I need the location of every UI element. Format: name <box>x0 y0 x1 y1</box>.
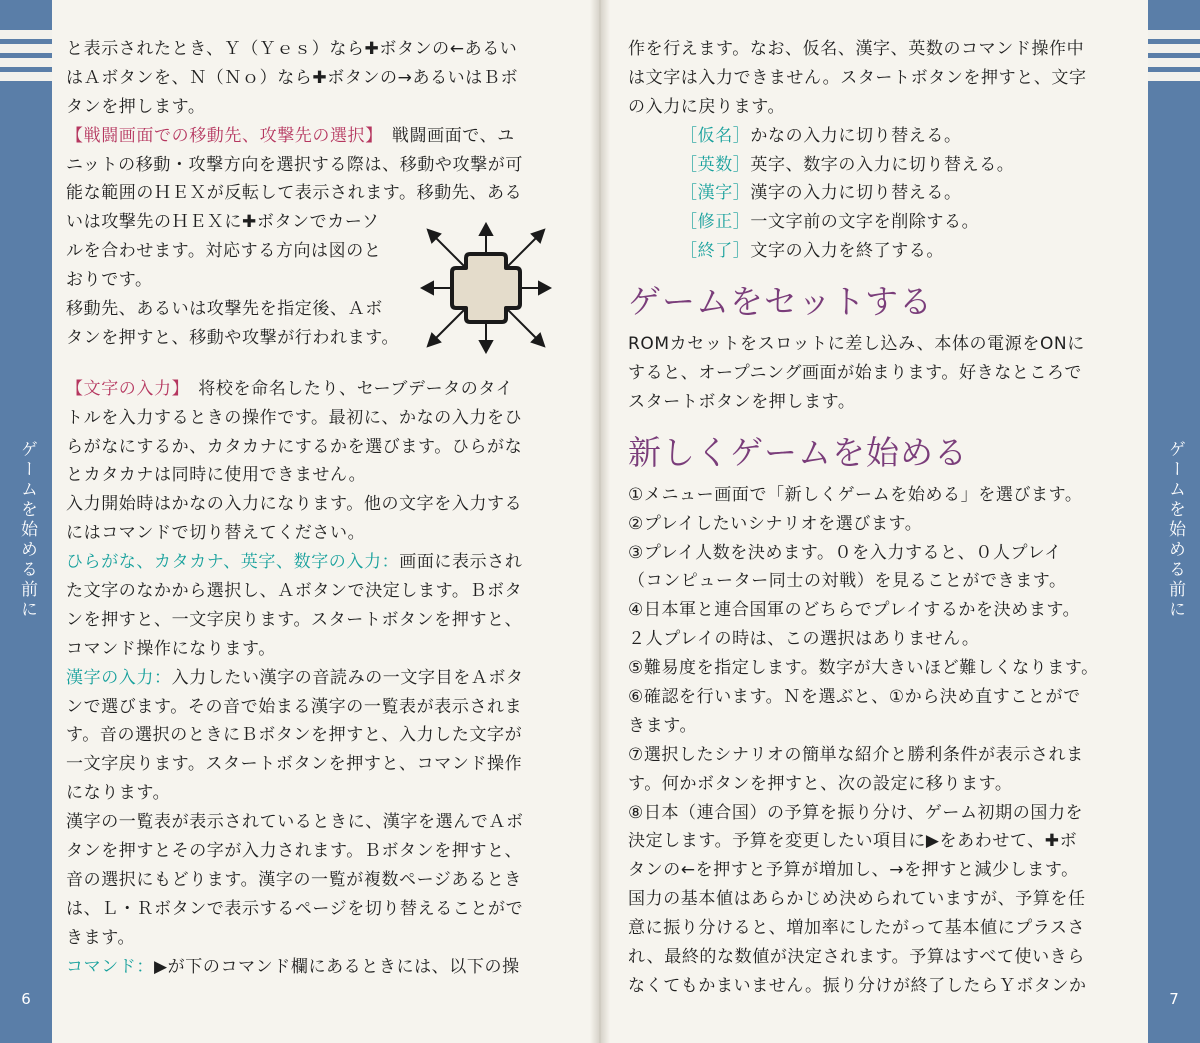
step-line: （コンピューター同士の対戦）を見ることができます。 <box>628 571 1067 592</box>
command-item <box>628 179 1124 208</box>
side-label: ゲームを始める前に <box>1165 440 1185 620</box>
text-line: と表示されたとき、Ｙ（Ｙｅｓ）なら✚ボタンの←あるい <box>66 39 518 59</box>
left-page-text <box>66 35 566 982</box>
step-line: なくてもかまいません。振り分けが終了したらＹボタンか <box>628 975 1087 996</box>
command-term: ［英数］ <box>680 154 751 175</box>
text-line: タンを押します。 <box>66 96 206 117</box>
kana-input-label: ひらがな、カタカナ、英字、数字の入力： <box>66 552 400 573</box>
right-side-bar <box>1148 0 1200 1043</box>
text-span: 戦闘画面で、ユ <box>374 125 515 146</box>
step-line: ③プレイ人数を決めます。０を入力すると、０人プレイ <box>628 542 1062 563</box>
command-line <box>66 953 566 982</box>
stripes-decoration <box>1148 30 1200 86</box>
command-desc: 英字、数字の入力に切り替える。 <box>750 154 1015 175</box>
command-term: ［仮名］ <box>680 125 751 146</box>
command-item <box>628 208 1124 237</box>
command-item <box>628 122 1124 151</box>
command-term: ［終了］ <box>680 241 751 262</box>
step-line: タンの←を押すと予算が増加し、→を押すと減少します。 <box>628 860 1079 881</box>
page-number: 6 <box>21 990 31 1008</box>
right-page-text <box>628 35 1124 1001</box>
step-line: ⑧日本（連合国）の予算を振り分け、ゲーム初期の国力を <box>628 802 1084 823</box>
text-line: た文字のなかから選択し、Ａボタンで決定します。Ｂボタ <box>66 581 523 602</box>
text-line: コマンド操作になります。 <box>66 638 276 659</box>
text-line: 音の選択にもどります。漢字の一覧が複数ページあるとき <box>66 869 522 890</box>
command-item <box>628 237 1124 266</box>
command-label: コマンド： <box>66 956 154 977</box>
text-line: 作を行えます。なお、仮名、漢字、英数のコマンド操作中 <box>628 39 1085 59</box>
page-number: 7 <box>1169 990 1179 1008</box>
text-line: 能な範囲のＨＥＸが反転して表示されます。移動先、ある <box>66 183 523 204</box>
section-heading-set-game: ゲームをセットする <box>628 282 934 322</box>
char-heading-line <box>66 375 566 404</box>
text-line: はＡボタンを、Ｎ（Ｎｏ）なら✚ボタンの→あるいはＢボ <box>66 67 519 88</box>
step-line: ④日本軍と連合国軍のどちらでプレイするかを決めます。 <box>628 600 1081 621</box>
command-item <box>628 151 1124 180</box>
text-line: の入力に戻ります。 <box>628 96 786 117</box>
step-line: れ、最終的な数値が決定されます。予算はすべて使いきら <box>628 947 1085 968</box>
text-line: きます。 <box>66 927 136 948</box>
text-line: 移動先、あるいは攻撃先を指定後、Ａボ <box>66 299 383 320</box>
step-line: ②プレイしたいシナリオを選びます。 <box>628 513 923 534</box>
kanji-input-label: 漢字の入力： <box>66 667 172 688</box>
text-span: 入力したい漢字の音読みの一文字目をＡボタ <box>171 667 524 688</box>
text-span: ▶が下のコマンド欄にあるときには、以下の操 <box>154 956 520 977</box>
text-line: すると、オープニング画面が始まります。好きなところで <box>628 363 1083 384</box>
command-term: ［修正］ <box>680 212 751 233</box>
command-term: ［漢字］ <box>680 183 751 204</box>
stripes-decoration <box>0 30 52 86</box>
text-line: トルを入力するときの操作です。最初に、かなの入力をひ <box>66 407 523 428</box>
step-line: 意に振り分けると、増加率にしたがって基本値にプラスさ <box>628 918 1086 939</box>
book-gutter <box>590 0 610 1043</box>
text-line: は、Ｌ・Ｒボタンで表示するページを切り替えることがで <box>66 898 524 919</box>
command-desc: 漢字の入力に切り替える。 <box>750 183 962 204</box>
kanji-line <box>66 664 566 693</box>
text-line: になります。 <box>66 783 171 804</box>
left-side-bar <box>0 0 52 1043</box>
command-desc: 一文字前の文字を削除する。 <box>750 212 980 233</box>
step-line: ⑤難易度を指定します。数字が大きいほど難しくなります。 <box>628 658 1099 679</box>
text-line: タンを押すとその字が入力されます。Ｂボタンを押すと、 <box>66 841 523 862</box>
text-line: 漢字の一覧表が表示されているときに、漢字を選んでＡボ <box>66 812 524 833</box>
kana-line <box>66 548 566 577</box>
text-line: ンを押すと、一文字戻ります。スタートボタンを押すと、 <box>66 609 523 630</box>
dpad-direction-diagram <box>420 222 552 354</box>
step-line: ２人プレイの時は、この選択はありません。 <box>628 629 980 650</box>
text-line: す。音の選択のときにＢボタンを押すと、入力した文字が <box>66 725 523 746</box>
text-line: ンで選びます。その音で始まる漢字の一覧表が表示されま <box>66 696 523 717</box>
step-line: ①メニュー画面で「新しくゲームを始める」を選びます。 <box>628 484 1083 505</box>
step-line: ⑥確認を行います。Ｎを選ぶと、①から決め直すことがで <box>628 687 1081 708</box>
battle-heading-line <box>66 122 566 151</box>
step-line: きます。 <box>628 715 698 736</box>
section-heading-new-game: 新しくゲームを始める <box>628 432 968 472</box>
char-input-section-heading: 【文字の入力】 <box>66 378 181 399</box>
command-desc: 文字の入力を終了する。 <box>750 241 945 262</box>
text-line: タンを押すと、移動や攻撃が行われます。 <box>66 327 400 348</box>
text-line: スタートボタンを押します。 <box>628 391 856 412</box>
text-line: おりです。 <box>66 270 153 291</box>
step-line: ⑦選択したシナリオの簡単な紹介と勝利条件が表示されま <box>628 744 1084 765</box>
text-line: 一文字戻ります。スタートボタンを押すと、コマンド操作 <box>66 754 523 775</box>
text-line: ニットの移動・攻撃方向を選択する際は、移動や攻撃が可 <box>66 154 523 175</box>
step-line: 国力の基本値はあらかじめ決められていますが、予算を任 <box>628 889 1086 910</box>
text-span: 将校を命名したり、セーブデータのタイ <box>180 378 514 399</box>
text-line: にはコマンドで切り替えてください。 <box>66 523 366 544</box>
step-line: 決定します。予算を変更したい項目に▶をあわせて、✚ボ <box>628 831 1078 852</box>
command-desc: かなの入力に切り替える。 <box>750 125 962 146</box>
step-line: す。何かボタンを押すと、次の設定に移ります。 <box>628 773 1013 794</box>
text-span: 画面に表示され <box>399 552 523 573</box>
battle-section-heading: 【戦闘画面での移動先、攻撃先の選択】 <box>66 125 375 146</box>
text-line: ROMカセットをスロットに差し込み、本体の電源をONに <box>628 334 1085 355</box>
text-line: とカタカナは同時に使用できません。 <box>66 465 367 486</box>
text-line: は文字は入力できません。スタートボタンを押すと、文字 <box>628 67 1087 88</box>
side-label: ゲームを始める前に <box>17 440 37 620</box>
text-line: いは攻撃先のＨＥＸに✚ボタンでカーソ <box>66 212 380 233</box>
text-line: 入力開始時はかなの入力になります。他の文字を入力する <box>66 494 523 515</box>
text-line: ルを合わせます。対応する方向は図のと <box>66 241 382 262</box>
text-line: らがなにするか、カタカナにするかを選びます。ひらがな <box>66 436 523 457</box>
